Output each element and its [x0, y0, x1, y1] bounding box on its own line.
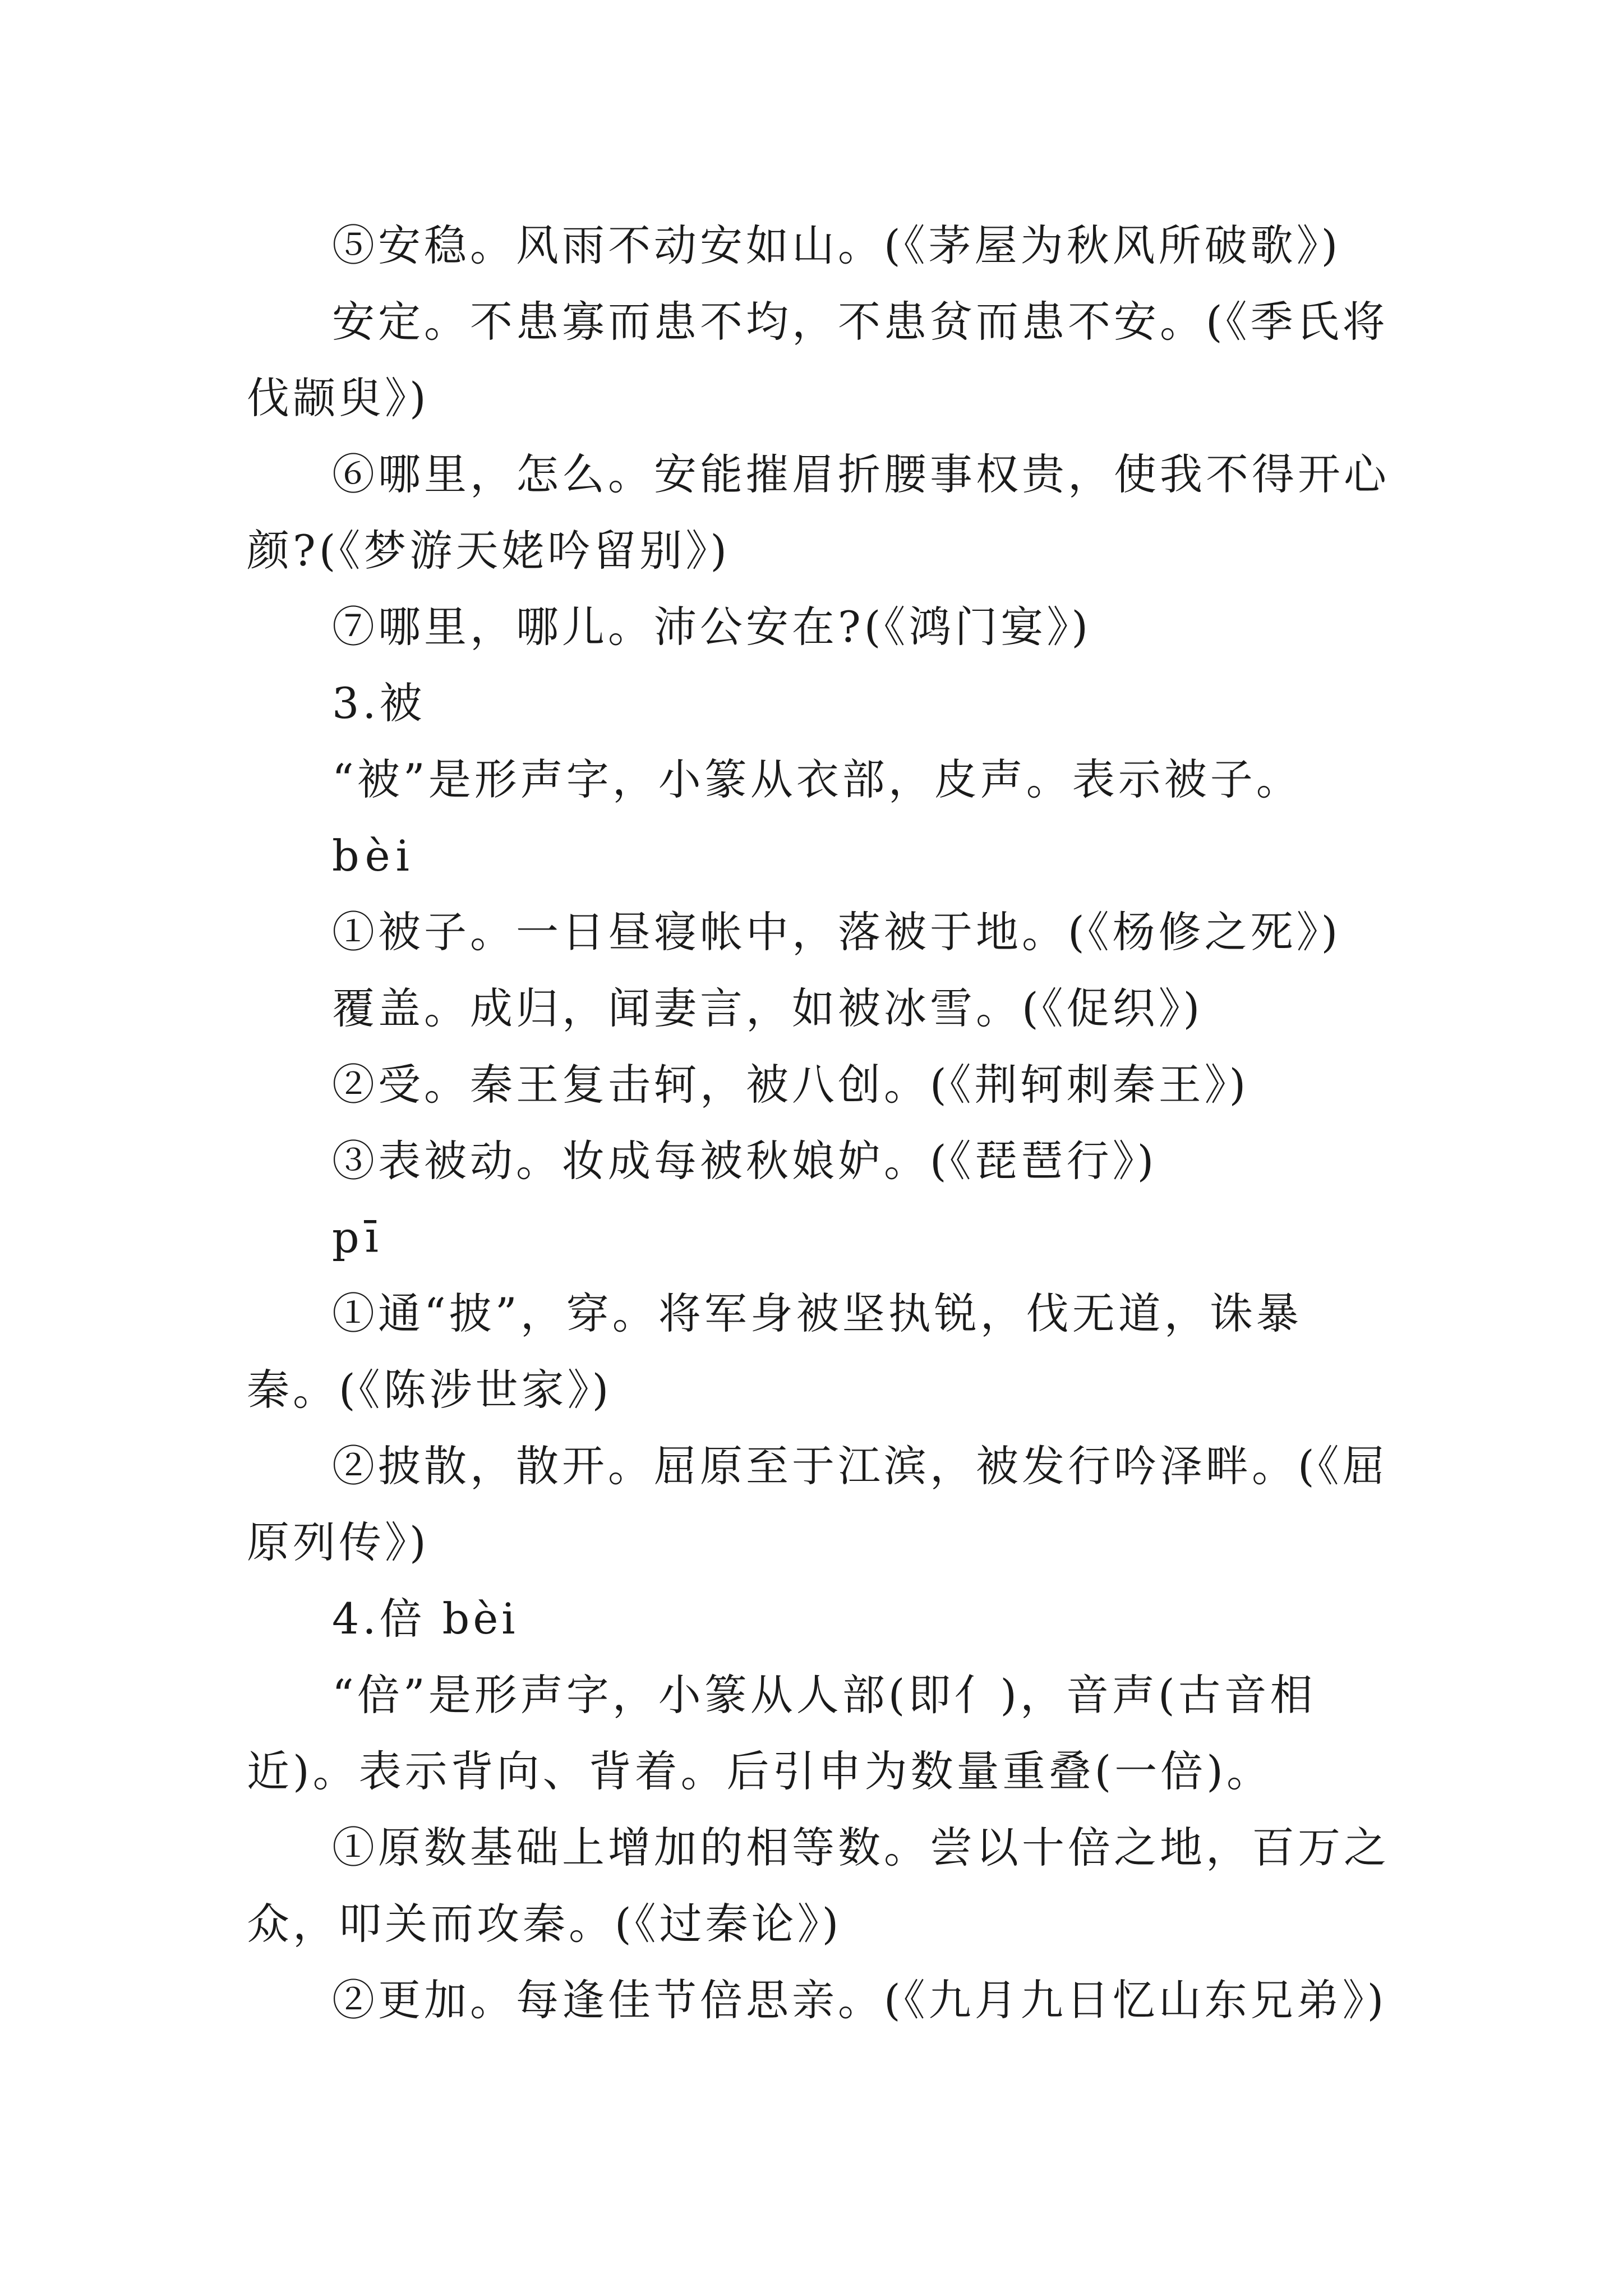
document-body [247, 208, 1391, 2039]
paragraph: ⑥哪里，怎么。安能摧眉折腰事权贵，使我不得开心颜?(《梦游天姥吟留别》) [247, 449, 1390, 576]
paragraph: ①原数基础上增加的相等数。尝以十倍之地，百万之众，叩关而攻秦。(《过秦论》) [247, 1823, 1390, 1949]
paragraph: 安定。不患寡而患不均，不患贫而患不安。(《季氏将伐颛臾》) [247, 297, 1389, 423]
section-heading: 3.被 [332, 678, 426, 728]
paragraph: ⑦哪里，哪儿。沛公安在?(《鸿门宴》) [332, 602, 1092, 652]
paragraph: ②受。秦王复击轲，被八创。(《荆轲刺秦王》) [332, 1060, 1249, 1110]
section-heading: 4.倍 bèi [332, 1594, 519, 1644]
paragraph: ③表被动。妆成每被秋娘妒。(《琵琶行》) [332, 1136, 1158, 1186]
pinyin-heading: bèi [332, 831, 415, 881]
paragraph: “被”是形声字，小篆从衣部，皮声。表示被子。 [332, 754, 1302, 804]
paragraph: 覆盖。成归，闻妻言，如被冰雪。(《促织》) [332, 983, 1204, 1033]
paragraph: ①被子。一日昼寝帐中，落被于地。(《杨修之死》) [332, 907, 1341, 957]
paragraph: ②更加。每逢佳节倍思亲。(《九月九日忆山东兄弟》) [332, 1975, 1387, 2025]
paragraph: ⑤安稳。风雨不动安如山。(《茅屋为秋风所破歌》) [332, 220, 1341, 270]
paragraph: ②披散，散开。屈原至于江滨，被发行吟泽畔。(《屈原列传》) [247, 1441, 1389, 1567]
paragraph: ①通“披”，穿。将军身被坚执锐，伐无道，诛暴秦。(《陈涉世家》) [247, 1289, 1302, 1415]
paragraph: “倍”是形声字，小篆从人部(即亻)，音声(古音相近)。表示背向、背着。后引申为数量重叠(一倍)。 [247, 1670, 1316, 1796]
pinyin-heading: pī [332, 1212, 384, 1262]
